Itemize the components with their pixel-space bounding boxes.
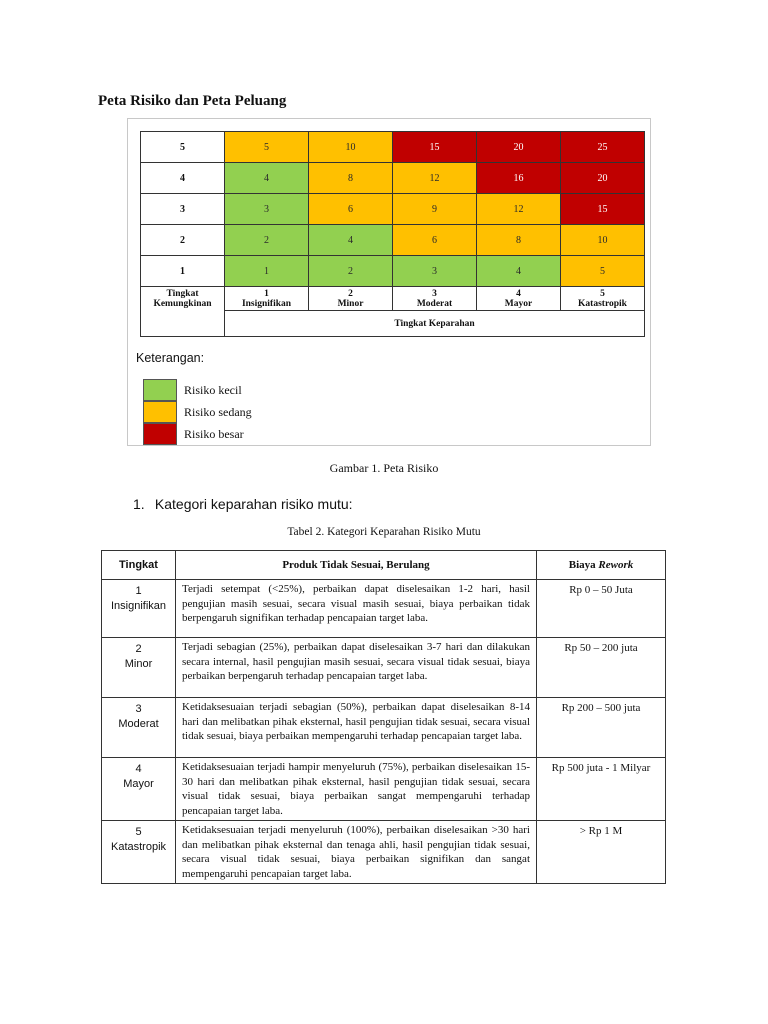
likelihood-label: 4: [141, 163, 225, 194]
description-cell: Ketidaksesuaian terjadi menyeluruh (100%), perbaikan diselesaikan >30 hari dan melibatkan pihak eksternal dan tenaga ahli, hasil pengujian tidak sesuai, secara visual tidak sesuai, biaya perbaikan signifikan dan sangat mempengaruhi pencapaian target laba.: [176, 821, 537, 884]
level-num: 5: [135, 826, 142, 838]
likelihood-label: 5: [141, 132, 225, 163]
risk-cell: 25: [561, 132, 645, 163]
risk-cell: 20: [561, 163, 645, 194]
risk-cell: 5: [225, 132, 309, 163]
legend-label: Risiko kecil: [184, 382, 242, 397]
cost-cell: > Rp 1 M: [537, 821, 666, 884]
header-description: Produk Tidak Sesuai, Berulang: [176, 551, 537, 580]
section-title-text: Kategori keparahan risiko mutu:: [154, 496, 353, 512]
severity-num: 2: [348, 289, 353, 299]
level-num: 3: [135, 703, 142, 715]
matrix-row-1: [141, 256, 645, 287]
description-cell: Ketidaksesuaian terjadi sebagian (50%), perbaikan dapat diselesaikan 8-14 hari dan melibatkan pihak eksternal, hasil pengujian tidak sesuai, secara visual tidak sesuai, biaya perbaikan mempengaruhi terhadap pencapaian target laba.: [176, 698, 537, 758]
table-row: [102, 638, 666, 698]
risk-cell: 15: [561, 194, 645, 225]
header-level: Tingkat: [102, 551, 176, 580]
corner-line-1: Tingkat: [166, 289, 199, 299]
legend-label: Risiko sedang: [184, 404, 252, 419]
section-number: 1.: [133, 496, 145, 512]
risk-cell: 10: [561, 225, 645, 256]
risk-cell: 4: [309, 225, 393, 256]
table-row: [102, 698, 666, 758]
risk-matrix: [140, 131, 645, 337]
severity-num: 3: [432, 289, 437, 299]
severity-header: [225, 287, 309, 311]
severity-num: 1: [264, 289, 269, 299]
severity-header: [309, 287, 393, 311]
matrix-row-5: [141, 132, 645, 163]
severity-num: 4: [516, 289, 521, 299]
table-row: [102, 821, 666, 884]
level-num: 4: [135, 763, 142, 775]
description-cell: Terjadi sebagian (25%), perbaikan dapat diselesaikan 3-7 hari dan dilakukan secara internal, hasil pengujian masih sesuai, secara visual tidak sesuai, biaya perbaikan berpengaruh terhadap pencapaian target laba.: [176, 638, 537, 698]
risk-cell: 15: [393, 132, 477, 163]
likelihood-label: 3: [141, 194, 225, 225]
severity-name: Moderat: [416, 299, 453, 309]
risk-cell: 12: [393, 163, 477, 194]
likelihood-axis-label: [141, 287, 225, 337]
legend-item-large: [143, 423, 244, 445]
risk-cell: 4: [225, 163, 309, 194]
header-cost-italic: Rework: [598, 559, 634, 571]
risk-cell: 10: [309, 132, 393, 163]
legend-swatch-green: [143, 379, 177, 401]
level-name: Katastropik: [110, 841, 167, 853]
risk-cell: 16: [477, 163, 561, 194]
risk-cell: 3: [225, 194, 309, 225]
likelihood-label: 1: [141, 256, 225, 287]
header-cost-prefix: Biaya: [568, 559, 596, 571]
cost-cell: Rp 500 juta - 1 Milyar: [537, 758, 666, 821]
matrix-row-2: [141, 225, 645, 256]
risk-cell: 6: [393, 225, 477, 256]
cost-cell: Rp 200 – 500 juta: [537, 698, 666, 758]
risk-cell: 20: [477, 132, 561, 163]
severity-row: [141, 287, 645, 311]
likelihood-label: 2: [141, 225, 225, 256]
description-cell: Ketidaksesuaian terjadi hampir menyeluruh (75%), perbaikan diselesaikan 15-30 hari dan melibatkan pihak eksternal, hasil pengujian tidak sesuai, secara visual tidak sesuai, biaya perbaikan sangat mempengaruhi terhadap pencapaian target laba.: [176, 758, 537, 821]
level-cell: [102, 821, 176, 884]
page-heading: Peta Risiko dan Peta Peluang: [98, 93, 287, 109]
severity-name: Insignifikan: [241, 299, 292, 309]
matrix-row-3: [141, 194, 645, 225]
risk-cell: 9: [393, 194, 477, 225]
severity-name: Katastropik: [578, 299, 627, 309]
severity-name: Minor: [337, 299, 364, 309]
risk-cell: 12: [477, 194, 561, 225]
risk-cell: 5: [561, 256, 645, 287]
severity-header: [561, 287, 645, 311]
description-cell: Terjadi setempat (<25%), perbaikan dapat diselesaikan 1-2 hari, hasil pengujian masih sesuai, secara visual masih sesuai, biaya perbaikan tidak berpengaruh signifikan terhadap pencapaian target laba.: [176, 580, 537, 638]
header-cost: [537, 551, 666, 580]
risk-cell: 6: [309, 194, 393, 225]
legend-item-small: [143, 379, 242, 401]
cost-cell: Rp 0 – 50 Juta: [537, 580, 666, 638]
risk-cell: 8: [477, 225, 561, 256]
table-row: [102, 580, 666, 638]
risk-cell: 2: [309, 256, 393, 287]
risk-map-figure: [127, 118, 651, 446]
severity-num: 5: [600, 289, 605, 299]
table-caption: Tabel 2. Kategori Keparahan Risiko Mutu: [287, 526, 481, 538]
level-num: 2: [135, 643, 142, 655]
legend-swatch-red: [143, 423, 177, 445]
figure-caption: Gambar 1. Peta Risiko: [329, 461, 439, 475]
risk-cell: 1: [225, 256, 309, 287]
section-title: [133, 496, 353, 512]
risk-cell: 3: [393, 256, 477, 287]
severity-axis-label: Tingkat Keparahan: [225, 311, 645, 337]
risk-cell: 2: [225, 225, 309, 256]
risk-cell: 8: [309, 163, 393, 194]
level-cell: [102, 580, 176, 638]
level-name: Mayor: [123, 778, 154, 790]
level-name: Minor: [124, 658, 153, 670]
legend-label: Risiko besar: [184, 426, 244, 441]
legend-swatch-yellow: [143, 401, 177, 423]
level-name: Moderat: [118, 718, 159, 730]
level-cell: [102, 638, 176, 698]
legend-title: Keterangan:: [136, 351, 205, 365]
level-cell: [102, 698, 176, 758]
level-cell: [102, 758, 176, 821]
table-header-row: [102, 551, 666, 580]
corner-line-2: Kemungkinan: [153, 299, 212, 309]
risk-cell: 4: [477, 256, 561, 287]
severity-name: Mayor: [504, 299, 533, 309]
severity-header: [393, 287, 477, 311]
legend-item-medium: [143, 401, 252, 423]
severity-header: [477, 287, 561, 311]
cost-cell: Rp 50 – 200 juta: [537, 638, 666, 698]
severity-category-table: [101, 550, 666, 884]
level-num: 1: [135, 585, 142, 597]
table-row: [102, 758, 666, 821]
matrix-row-4: [141, 163, 645, 194]
level-name: Insignifikan: [110, 600, 167, 612]
